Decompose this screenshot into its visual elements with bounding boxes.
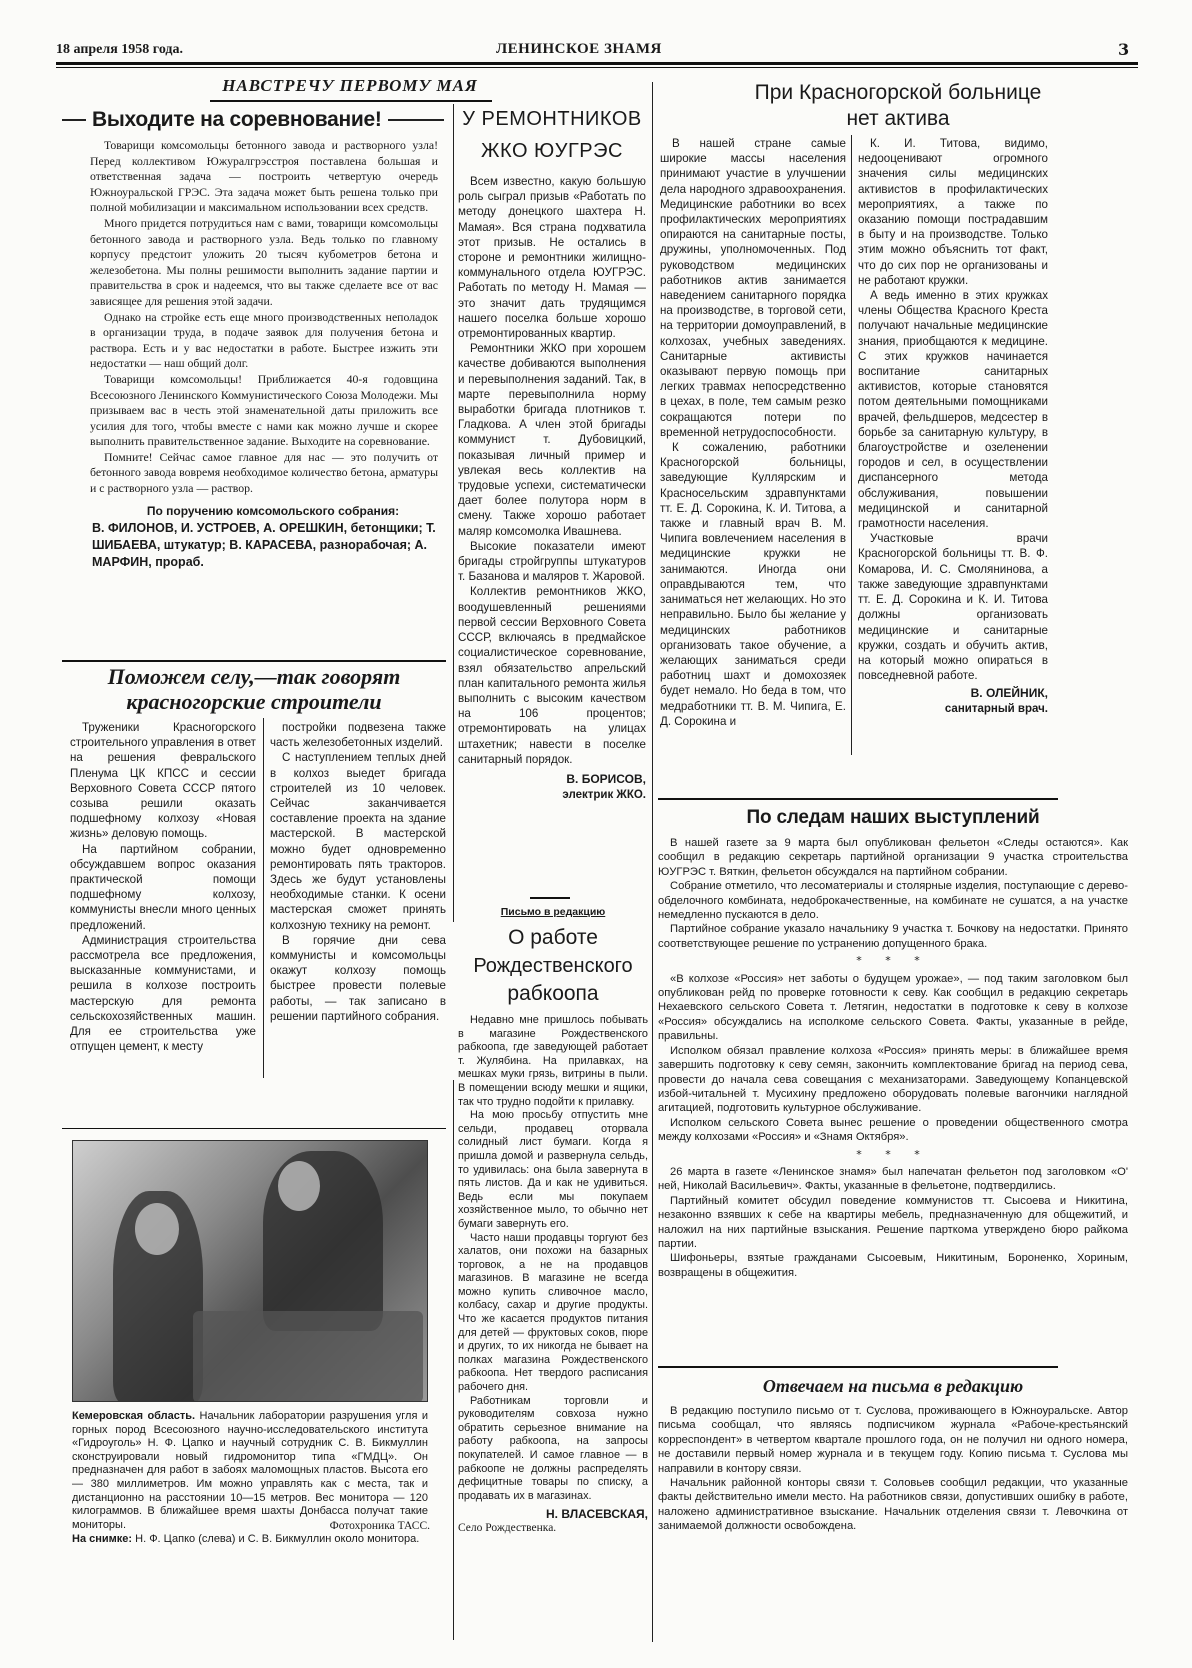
paragraph: Администрация строительства рассмотрела все предложения, высказанные коммунистами, и решила в колхозе построить мастерскую для ремонта сельскохозяйственных машин. Для ее строительства уже отпущен цемент, к месту: [70, 933, 256, 1054]
signature: Н. ВЛАСЕВСКАЯ,: [546, 1507, 648, 1522]
page-number: 3: [1118, 40, 1130, 59]
signature-role: санитарный врач.: [944, 703, 1048, 716]
headline-line3: рабкоопа: [507, 982, 599, 1005]
headline-dash: [62, 119, 86, 121]
photo-face-left: [135, 1203, 179, 1255]
banner: [200, 76, 500, 96]
paragraph: А ведь именно в этих кружках члены Общества Красного Креста получают начальные медицинские знания, приобщаются к медицине. С этих кружков начинается воспитание санитарных активистов, которые становятся потом деятельными помощниками врачей, фельдшеров, медсестер в борьбе за санитарную культуру, в благоустройстве и озеленении городов и сел, в осуществлении диспансерного метода обслуживания, повышении медицинской и санитарной грамотности населения.: [858, 289, 1048, 531]
article-rabkoop: [458, 906, 648, 1534]
article-body: [458, 174, 646, 767]
signature-intro: По поручению комсомольского собрания:: [146, 503, 400, 518]
paragraph: Ремонтники ЖКО при хорошем качестве добиваются выполнения и перевыполнения заданий. Так, в марте перевыполнила норму выработки бригада плотников т. Гладкова. А член этой бригады коммунист т. Дубовицкий, показывая личный пример и увлекая весь коллектив на трудовые успехи, систематически дает более полутора норм в смену. Также хорошо работает маляр комсомолка Ивашнева.: [458, 342, 646, 538]
article-body: [658, 836, 1128, 1280]
paragraph: К сожалению, работники Красногорской больницы, заведующие Куллярским и Красносельским здравпунктами тт. Е. Д. Сорокина, К. И. Титова, а также и главный врач В. М. Чипига вовлечением населения в медицинские кружки не занимаются. Иногда они оправдываются тем, что заниматься нет желающих. Но это неправильно. Было бы желание у медицинских работников организовать такое обучение, а желающих заниматься среди работниц шахт и домохозяек будет немало. Но беда в том, что медработники тт. В. М. Чипига, Е. Д. Сорокина и: [660, 441, 846, 728]
paragraph: «В колхозе «Россия» нет заботы о будущем урожае», — под таким заголовком был опубликован рейд по проверке готовности к севу. Как сообщил в редакцию секретарь Нехаевского сельского Совета т. Летягин, недостатки в подготовке к севу в колхозе «Россия» обсуждались на исполкоме сельского Совета. Факты, указанные в рейде, правильны.: [658, 972, 1128, 1043]
signature: В. БОРИСОВ,: [566, 771, 646, 786]
newspaper-name: ЛЕНИНСКОЕ ЗНАМЯ: [496, 41, 662, 57]
paragraph: Шифоньеры, взятые гражданами Сысоевым, Никитиным, Бороненко, Хориным, возвращены в общежития.: [658, 1252, 1128, 1279]
paragraph: В нашей газете за 9 марта был опубликован фельетон «Следы остаются». Как сообщил в редакцию секретарь партийной организации 9 участка строительства ЮУГРЭС т. Вяткин, фельетон обсуждался на партийном собрании.: [658, 837, 1128, 878]
paragraph: В редакцию поступило письмо от т. Суслова, проживающего в Южноуральске. Автор письма сообщал, что являясь подписчиком журнала «Рабоче-крестьянский корреспондент» в четвертом квартале прошлого года, он не получил ни одного номера, не доставили первый номер журнала и в текущем году. Копию письма т. Суслова мы направили в контору связи.: [658, 1405, 1128, 1475]
banner-text: НАВСТРЕЧУ ПЕРВОМУ МАЯ: [222, 76, 478, 95]
paragraph: На мою просьбу отпустить мне сельди, продавец оторвала солидный лист бумаги. Когда я пришла домой и развернула сельдь, то удивилась: она была завернута в пять листов. Да и как не удивиться. Ведь если мы покупаем хозяйственное мыло, то обычно нет бумаги завернуть его.: [458, 1109, 648, 1230]
article-letters-reply: [658, 1374, 1128, 1534]
paragraph: Партийный комитет обсудил поведение коммунистов тт. Сысоева и Никитина, незаконно взявших к себе на квартиры мебель, предназначенную для общежитий, и наложил на них партийные взыскания. Решение парткома утверждено бюро райкома партии.: [658, 1194, 1128, 1250]
section-rule: [658, 1366, 1058, 1368]
paragraph: На партийном собрании, обсуждавшем вопрос оказания практической помощи подшефному колхозу, коммунисты внесли много ценных предложений.: [70, 842, 256, 932]
news-photo: [72, 1140, 428, 1402]
paragraph: Высокие показатели имеют бригады стройгруппы штукатуров т. Базанова и маляров т. Жаровой.: [458, 539, 646, 584]
paragraph: Исполком обязал правление колхоза «Россия» принять меры: в ближайшее время завершить подготовку к севу семян, закончить комплектование бригад на период сева, провести до начала сева совещания с механизаторами. Заведующему Копанцевской избой-читальней т. Мусихину предложено оборудовать полевые вагончики наглядной агитацией, подготовить культурное обслуживание.: [658, 1044, 1128, 1115]
paragraph: С наступлением теплых дней в колхоз выедет бригада строителей из 10 человек. Сейчас заканчивается составление проекта на здание мастерской. В мастерской можно будет одновременно ремонтировать пять тракторов. Здесь же будут установлены необходимые станки. К осени мастерская сможет принять колхозную технику на ремонт.: [270, 751, 446, 932]
paragraph: Начальник районной конторы связи т. Соловьев сообщил редакции, что указанные факты действительно имели место. На работников связи, допустивших ошибку в работе, наложено административное взыскание. Начальник отделения связи т. Левочкина от занимаемой должности освобождена.: [658, 1477, 1128, 1533]
paragraph: Однако на стройке есть еще много производственных неполадок в организации труда, в подаче заявок для получения бетона и раствора. Есть и у вас недостатки в работе. Быстрее изжить эти недостатки — наш общий долг.: [90, 309, 438, 371]
headline: У РЕМОНТНИКОВ: [462, 108, 642, 130]
paragraph: Собрание отметило, что лесоматериалы и столярные изделия, поступающие с дерево-обделочного комбината, недоброкачественные, на комбинате не сушатся, а на участке немедленно пускаются в дело.: [658, 880, 1128, 922]
paragraph: Часто наши продавцы торгуют без халатов, они похожи на базарных торговок, а не на продавцов магазинов. В магазине не всегда можно купить сливочное масло, колбасу, сахар и другие продукты. Что же касается продуктов питания для детей — фруктовых соков, пюре и других, то их никогда не бывает на полках магазина Рождественского рабкоопа. Нет твердого расписания рабочего дня.: [458, 1231, 648, 1394]
article-follow-up: [658, 806, 1128, 1280]
paragraph: Партийное собрание указало начальнику 9 участка т. Бочкову на недостатки. Принято соответствующее решение по устранению допущенного брака.: [658, 923, 1128, 950]
column-divider: [851, 135, 852, 755]
article-column: [270, 720, 446, 1024]
paragraph: Недавно мне пришлось побывать в магазине Рождественского рабкоопа, где заведующей работает т. Жулябина. На прилавках, на мешках муки грязь, витрины в пыли. В помещении всюду мешки и ящики, так что трудно подойти к прилавку.: [458, 1014, 648, 1108]
article-help-village: [62, 664, 446, 714]
headline: Отвечаем на письма в редакцию: [762, 1376, 1024, 1396]
headline: Выходите на соревнование!: [92, 108, 382, 131]
headline: При Красногорской больнице: [754, 81, 1042, 104]
paragraph: Работникам торговли и руководителям совхоза нужно обратить серьезное внимание на работу рабкоопа, на запросы покупателей. И самое главное — в рабкоопе не должны распределять дефицитные товары по списку, а продавать их в магазинах.: [458, 1394, 648, 1502]
paragraph: Исполком сельского Совета вынес решение о проведении общественного смотра между колхозами «Россия» и «Знамя Октября».: [658, 1116, 1128, 1144]
photo-frame-top: [62, 1128, 446, 1129]
section-rule: [62, 660, 446, 662]
paragraph: В нашей стране самые широкие массы населения принимают участие в улучшении дела народного здравоохранения. Медицинские работники во всех профилактических мероприятиях опираются на санитарные посты, дружины, уполномоченных. Под руководством медицинских работников актив занимается наведением санитарного порядка на производстве, в торговой сети, на территории домоуправлений, в колхозах, учебных заведениях. Санитарные активисты оказывают первую помощь при легких травмах непосредственно в цехах, в поле, тем самым резко сокращаются потери по временной нетрудоспособности.: [660, 137, 846, 439]
column-divider: [453, 104, 454, 922]
paragraph: К. И. Титова, видимо, недооценивают огромного значения силы медицинских активистов в профилактических мероприятиях, а также по оказанию помощи пострадавшим в быту и на производстве. Только этим можно объяснить тот факт, что до сих пор не организованы и не работают кружки.: [858, 137, 1048, 287]
headline: Поможем селу,—так говорят: [107, 664, 401, 689]
signature-role: электрик ЖКО.: [562, 788, 646, 801]
paragraph: Коллектив ремонтников ЖКО, воодушевленный решениями первой сессии Верховного Совета СССР, включаясь в предмайское социалистическое соревнование, взял обязательство апрельский план капитального ремонта жилья выполнить с высоким качеством на 106 процентов; отремонтировать на улицах штахетник; навести в поселке санитарный порядок.: [458, 585, 646, 766]
banner-rule: [210, 100, 492, 102]
masthead: [56, 38, 1136, 64]
rubric: Письмо в редакцию: [500, 906, 606, 918]
headline: О работе: [508, 926, 598, 949]
caption-note-label: На снимке:: [72, 1533, 133, 1546]
paragraph: постройки подвезена также часть железобетонных изделий.: [270, 721, 446, 750]
article-body: [658, 1404, 1128, 1534]
paragraph: В горячие дни сева коммунисты и комсомольцы окажут колхозу помощь быстрее провести полевые работы, — так записано в решении партийного собрания.: [270, 933, 446, 1023]
photo-credit: Фотохроника ТАСС.: [329, 1520, 430, 1532]
column-divider: [263, 718, 264, 1078]
article-body: [62, 138, 444, 497]
article-repairmen: [458, 104, 646, 803]
headline: По следам наших выступлений: [746, 807, 1040, 828]
caption-location: Кемеровская область.: [72, 1410, 196, 1422]
stars-separator: * * *: [856, 954, 930, 968]
paragraph: Товарищи комсомольцы бетонного завода и растворного узла! Перед коллективом Южуралгрэсстроя поставлена большая и ответственная задача — построить четвертую очередь Южноуральской ГРЭС. Эта задача может быть решена только при полной мобилизации и максимальном использовании всех средств.: [90, 138, 438, 215]
signature: В. ОЛЕЙНИК,: [970, 686, 1048, 701]
paragraph: Участковые врачи Красногорской больницы тт. В. Ф. Комарова, И. С. Смолянинова, а также заведующие здравпунктами тт. Е. Д. Сорокина и К. И. Титова должны организовать медицинские и санитарные кружки, создать и обучить актив, на который можно опираться в повседневной работе.: [858, 532, 1048, 683]
photo-face-right: [278, 1161, 320, 1211]
column-divider: [453, 1080, 454, 1640]
paragraph: Товарищи комсомольцы! Приближается 40-я годовщина Всесоюзного Ленинского Коммунистического Союза Молодежи. Мы призываем вас в честь этой знаменательной даты приложить все усилия для того, чтобы вместе с нами как можно лучше и скорее выполнить правительственное задание. Выходите на соревнование.: [90, 371, 438, 449]
headline-line2: ЖКО ЮУГРЭС: [481, 140, 623, 162]
article-body: [458, 1014, 648, 1503]
caption-note: Н. Ф. Цапко (слева) и С. В. Бикмуллин около монитора.: [135, 1533, 420, 1546]
article-competition: [62, 108, 444, 571]
headline-line2: нет актива: [846, 107, 950, 130]
photo-machine: [193, 1311, 423, 1402]
masthead-rule: [56, 62, 1138, 65]
article-hospital: [658, 80, 1138, 132]
signature: В. ФИЛОНОВ, И. УСТРОЕВ, А. ОРЕШКИН, бетонщики; Т. ШИБАЕВА, штукатур; В. КАРАСЕВА, разнорабочая; А. МАРФИН, прораб.: [92, 520, 436, 569]
issue-date: 18 апреля 1958 года.: [56, 42, 183, 57]
section-rule: [658, 798, 1058, 800]
caption-text: Начальник лаборатории разрушения угля и горных пород Всесоюзного научно-исследовательского института «Гидроуголь» Н. Ф. Цапко и научный сотрудник С. В. Бикмуллин сконструировали новый гидромонитор типа «ГМДЦ». Он предназначен для работ в забоях маломощных пластов. Высота его — 380 миллиметров. Им можно управлять как с места, так и дистанционно на расстоянии 10—15 метров. Вес монитора — 120 килограммов. В ближайшее время шахты Донбасса получат такие мониторы.: [72, 1410, 428, 1531]
paragraph: Много придется потрудиться нам с вами, товарищи комсомольцы бетонного завода и растворного узла. Ведь только по главному корпусу предстоит уложить 20 тысяч кубометров бетона и железобетона. Мы полны решимости выполнить задание партии и правительства в срок и надеемся, что вы также сделаете все от вас зависящее для решения этой задачи.: [90, 215, 438, 308]
headline-line2: красногорские строители: [126, 689, 382, 714]
headline-line2: Рождественского: [473, 955, 633, 977]
article-column: [70, 720, 256, 1054]
paragraph: Труженики Красногорского строительного управления в ответ на решения февральского Пленума ЦК КПСС и сессии Верховного Совета СССР пятого созыва решили оказать подшефному колхозу «Новая жизнь» деловую помощь.: [70, 721, 256, 841]
column-divider: [652, 82, 653, 1642]
signature-place: Село Рождественка.: [458, 1522, 557, 1535]
headline-dash: [388, 119, 444, 121]
masthead-rule-thin: [56, 67, 1138, 68]
paragraph: 26 марта в газете «Ленинское знамя» был напечатан фельетон под заголовком «О' ней, Николай Васильевич». Факты, указанные в фельетоне, подтвердились.: [658, 1165, 1128, 1193]
separator: [530, 897, 570, 899]
article-column: [660, 136, 846, 729]
paragraph: Помните! Сейчас самое главное для нас — это получить от бетонного завода вовремя необходимое количество бетона, арматуры и с растворного узла — раствор.: [90, 449, 438, 496]
stars-separator: * * *: [856, 1147, 930, 1161]
headline-row: [62, 108, 444, 132]
article-column: [858, 136, 1048, 717]
paragraph: Всем известно, какую большую роль сыграл призыв «Работать по методу донецкого шахтера Н. Мамая». Вся страна подхватила этот призыв. Не остались в стороне и ремонтники жилищно-коммунального отдела ЮУГРЭС. Работать по методу Н. Мамая — это значит дать трудящимся нашего поселка больше хорошо отремонтированных квартир.: [458, 175, 646, 341]
